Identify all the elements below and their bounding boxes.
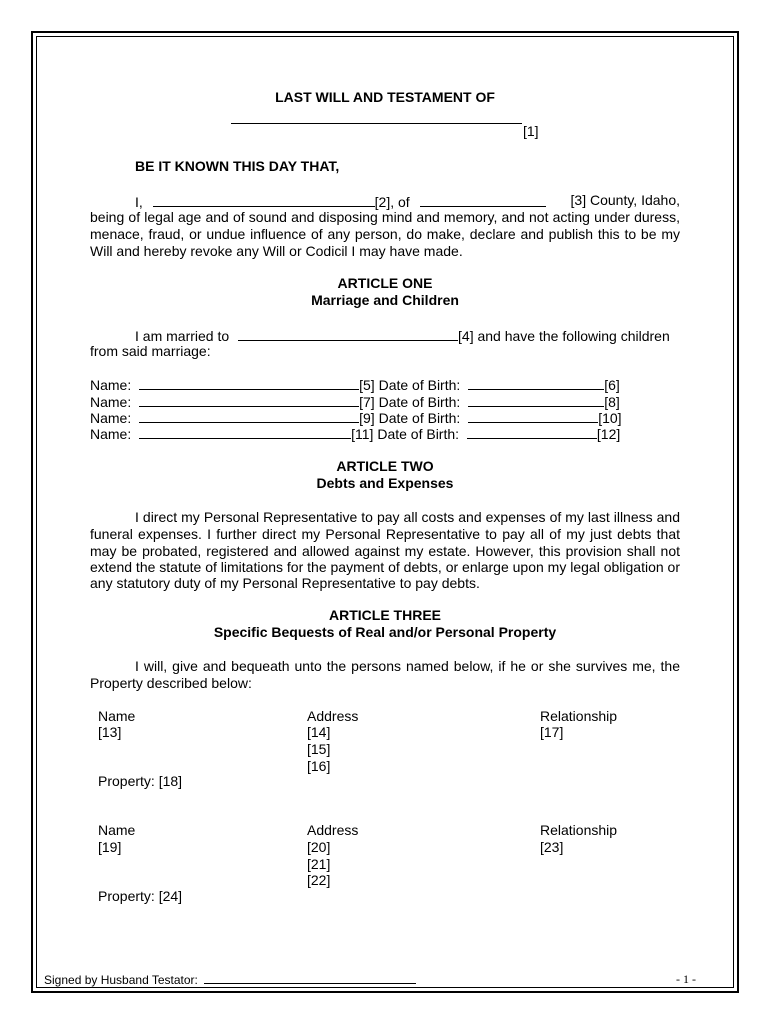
bequest-relationship-label: Relationship [540, 822, 618, 838]
bequest-relationship-label: Relationship [540, 708, 618, 724]
article-two-line: extend the statute of limitations for the payment of debts, or enlarge upon my legal obligation or [90, 559, 680, 575]
bequest-relationship-tag[interactable]: [23] [540, 839, 564, 855]
child-name-field[interactable] [139, 408, 359, 423]
bequest-address-tag[interactable]: [15] [307, 741, 331, 757]
child-name-tag: [11] Date of Birth: [351, 426, 460, 442]
bequest-address-tag[interactable]: [20] [307, 839, 331, 855]
field-tag-1: [1] [523, 123, 539, 139]
bequest-address-tag[interactable]: [21] [307, 856, 331, 872]
child-dob-tag: [8] [604, 394, 620, 410]
bequest-intro-line-1: I will, give and bequeath unto the persons named below, if he or she survives me, the [135, 658, 680, 674]
article-two-line: funeral expenses. I further direct my Personal Representative to pay all of my just debts that [90, 526, 680, 542]
child-dob-tag: [10] [598, 410, 622, 426]
child-name-field[interactable] [139, 375, 359, 390]
article-two-line: may be probated, registered and allowed against my estate. However, this provision shall not [90, 543, 680, 559]
child-dob-tag: [6] [604, 377, 620, 393]
page-number: - 1 - [676, 972, 696, 986]
spouse-field[interactable] [238, 326, 458, 341]
bequest-address-tag[interactable]: [14] [307, 724, 331, 740]
child-name-field[interactable] [139, 392, 359, 407]
bequest-address-tag[interactable]: [16] [307, 758, 331, 774]
bequest-address-label: Address [307, 708, 359, 724]
child-dob-field[interactable] [468, 408, 598, 423]
bequest-name-label: Name [98, 822, 136, 838]
bequest-address-tag[interactable]: [22] [307, 872, 331, 888]
article-three-subheading: Specific Bequests of Real and/or Personal Property [213, 624, 557, 640]
intro-line-4: Will and hereby revoke any Will or Codicil I may have made. [90, 243, 463, 259]
married-suffix-tag: [4] and have the following children [458, 328, 670, 344]
article-one-heading: ARTICLE ONE [337, 275, 433, 291]
child-name-field[interactable] [139, 424, 351, 439]
child-dob-tag: [12] [596, 426, 621, 442]
married-line-2: from said marriage: [90, 343, 211, 359]
article-three-heading: ARTICLE THREE [329, 607, 441, 623]
child-name-label: Name: [90, 377, 132, 393]
bequest-property[interactable]: Property: [18] [98, 773, 183, 789]
intro-tag-3: [3] County, Idaho, [570, 192, 680, 208]
child-name-tag: [9] Date of Birth: [359, 410, 461, 426]
child-dob-field[interactable] [467, 424, 597, 439]
child-name-label: Name: [90, 426, 132, 442]
intro-line-3: menace, fraud, or undue influence of any person, do make, declare and publish this to be my [90, 226, 680, 242]
intro-line-2: being of legal age and of sound and disposing mind and memory, and not acting under duress, [90, 209, 680, 225]
bequest-property[interactable]: Property: [24] [98, 888, 183, 904]
intro-i: I, [135, 194, 143, 210]
article-two-line: any statutory duty of my Personal Representative to pay debts. [90, 575, 480, 591]
known-heading: BE IT KNOWN THIS DAY THAT, [135, 158, 340, 174]
child-dob-field[interactable] [468, 375, 604, 390]
bequest-name-tag[interactable]: [13] [98, 724, 122, 740]
child-row [90, 424, 620, 443]
signature-line [44, 972, 416, 987]
child-name-label: Name: [90, 394, 132, 410]
document-title: LAST WILL AND TESTAMENT OF [275, 89, 495, 105]
county-field[interactable] [420, 192, 546, 207]
testator-field[interactable] [153, 192, 375, 207]
article-one-subheading: Marriage and Children [311, 292, 459, 308]
child-dob-field[interactable] [468, 392, 604, 407]
married-prefix: I am married to [135, 328, 230, 344]
bequest-relationship-tag[interactable]: [17] [540, 724, 564, 740]
bequest-name-tag[interactable]: [19] [98, 839, 122, 855]
testator-name-field[interactable] [231, 123, 522, 124]
article-two-subheading: Debts and Expenses [316, 475, 454, 491]
bequest-address-label: Address [307, 822, 359, 838]
bequest-intro-line-2: Property described below: [90, 675, 252, 691]
article-two-line: I direct my Personal Representative to pay all costs and expenses of my last illness and [135, 509, 680, 525]
bequest-name-label: Name [98, 708, 136, 724]
child-name-label: Name: [90, 410, 132, 426]
husband-signature-field[interactable] [204, 972, 416, 984]
article-two-heading: ARTICLE TWO [336, 458, 434, 474]
child-name-tag: [5] Date of Birth: [359, 377, 461, 393]
child-name-tag: [7] Date of Birth: [359, 394, 461, 410]
signed-label: Signed by Husband Testator: [44, 973, 198, 987]
intro-tag-2: [2], of [374, 194, 410, 210]
